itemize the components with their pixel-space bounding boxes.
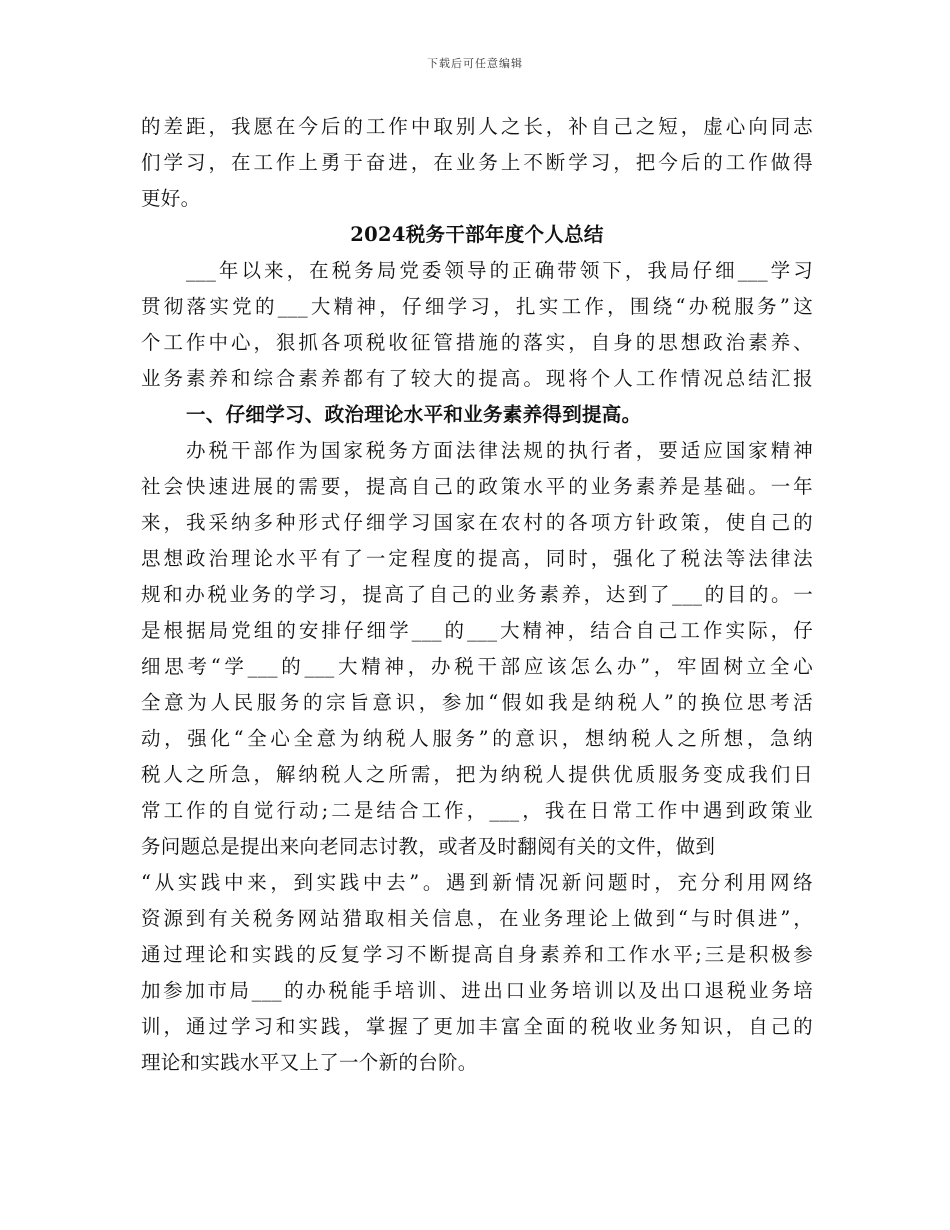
- paragraph-line: 训，通过学习和实践，掌握了更加丰富全面的税收业务知识，自己的: [141, 1015, 813, 1038]
- paragraph-line: 是根据局党组的安排仔细学___的___大精神，结合自己工作实际，仔: [141, 619, 813, 642]
- paragraph-line: 更好。: [141, 187, 201, 210]
- paragraph-line: 社会快速进展的需要，提高自己的政策水平的业务素养是基础。一年: [141, 475, 813, 498]
- paragraph-line: 税人之所急，解纳税人之所需，把为纳税人提供优质服务变成我们日: [141, 763, 813, 786]
- paragraph-line: “从实践中来，到实践中去”。遇到新情况新问题时，充分利用网络: [141, 871, 813, 894]
- paragraph-line: 理论和实践水平又上了一个新的台阶。: [141, 1051, 478, 1074]
- document-title: 2024税务干部年度个人总结: [350, 223, 604, 246]
- paragraph-line: 常工作的自觉行动;二是结合工作，___，我在日常工作中遇到政策业: [141, 799, 813, 822]
- paragraph-line: 们学习，在工作上勇于奋进，在业务上不断学习，把今后的工作做得: [141, 151, 813, 174]
- paragraph-line: 细思考“学___的___大精神，办税干部应该怎么办”，牢固树立全心: [141, 655, 813, 678]
- page-header-note: 下载后可任意编辑: [427, 57, 523, 70]
- paragraph-line: 资源到有关税务网站猎取相关信息，在业务理论上做到“与时俱进”，: [141, 907, 813, 930]
- section-heading: 一、仔细学习、政治理论水平和业务素养得到提高。: [186, 403, 642, 426]
- paragraph-line: 全意为人民服务的宗旨意识，参加“假如我是纳税人”的换位思考活: [141, 691, 813, 714]
- paragraph-line: 务问题总是提出来向老同志讨教，或者及时翻阅有关的文件，做到: [141, 835, 716, 858]
- document-body: [141, 109, 813, 1081]
- paragraph-line: 业务素养和综合素养都有了较大的提高。现将个人工作情况总结汇报: [141, 367, 813, 390]
- paragraph-line: 的差距，我愿在今后的工作中取别人之长，补自己之短，虚心向同志: [141, 115, 813, 138]
- paragraph-line: 动，强化“全心全意为纳税人服务”的意识，想纳税人之所想，急纳: [141, 727, 813, 750]
- paragraph-line: 来，我采纳多种形式仔细学习国家在农村的各项方针政策，使自己的: [141, 511, 813, 534]
- paragraph-line: 个工作中心，狠抓各项税收征管措施的落实，自身的思想政治素养、: [141, 331, 813, 354]
- paragraph-line: 贯彻落实党的___大精神，仔细学习，扎实工作，围绕“办税服务”这: [141, 295, 813, 318]
- paragraph-line: 办税干部作为国家税务方面法律法规的执行者，要适应国家精神: [186, 439, 813, 462]
- paragraph-line: 规和办税业务的学习，提高了自己的业务素养，达到了___的目的。一: [141, 583, 813, 606]
- paragraph-line: 思想政治理论水平有了一定程度的提高，同时，强化了税法等法律法: [141, 547, 813, 570]
- paragraph-line: 通过理论和实践的反复学习不断提高自身素养和工作水平;三是积极参: [141, 943, 813, 966]
- paragraph-line: 加参加市局___的办税能手培训、进出口业务培训以及出口退税业务培: [141, 979, 813, 1002]
- paragraph-line: ___年以来，在税务局党委领导的正确带领下，我局仔细___学习: [186, 259, 813, 282]
